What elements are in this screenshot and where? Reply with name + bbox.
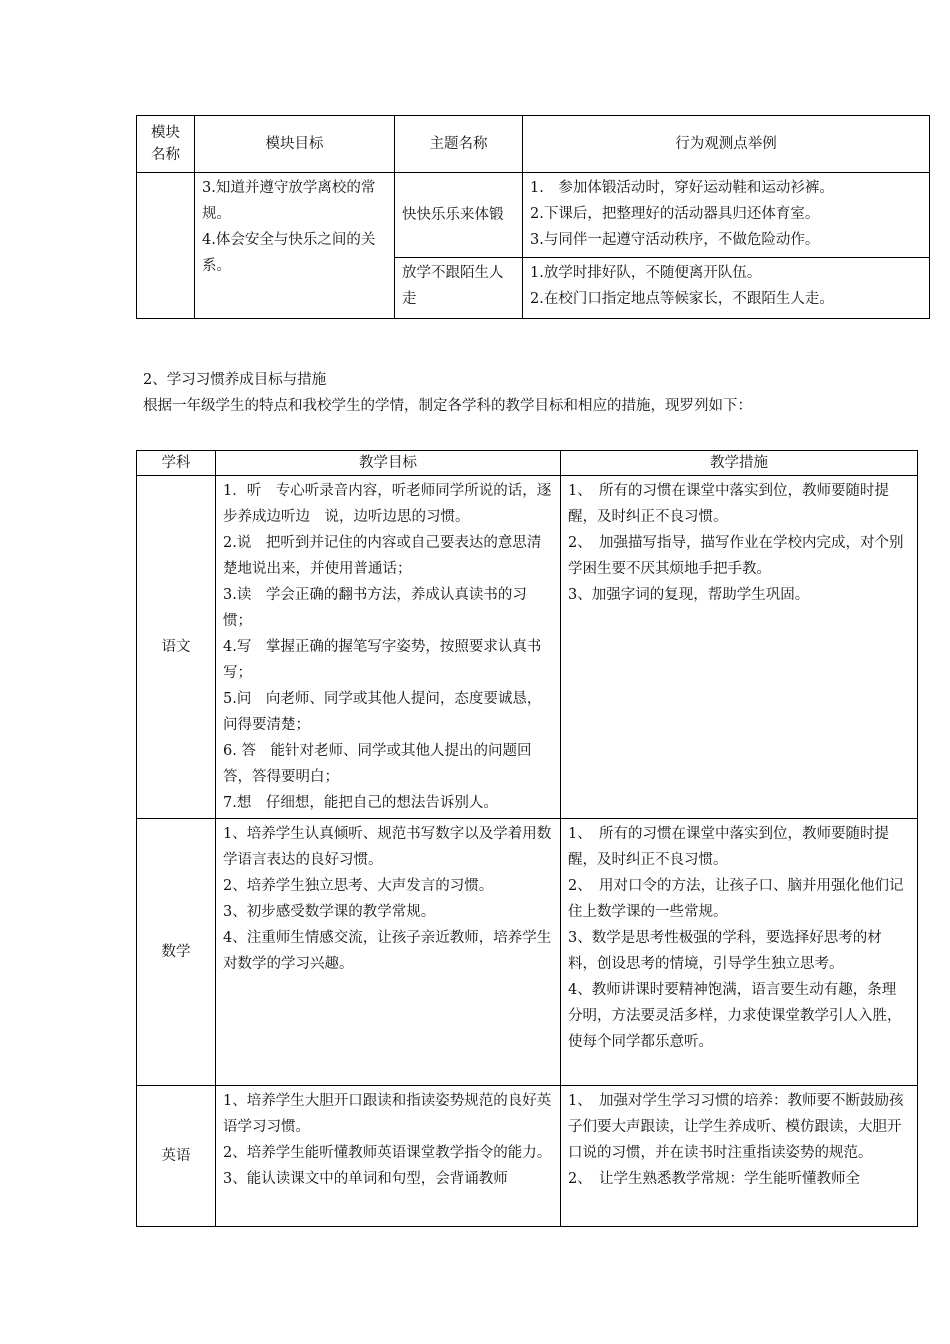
- measures-cell: [561, 1086, 918, 1227]
- table2-header-row: [137, 451, 918, 476]
- observation-point: 2.在校门口指定地点等候家长，不跟陌生人走。: [530, 291, 834, 307]
- goal-item: 2.说 把听到并记住的内容或自己要表达的意思清楚地说出来，并使用普通话；: [223, 535, 542, 577]
- table2-header-subject: 学科: [137, 451, 216, 476]
- section-intro: 根据一年级学生的特点和我校学生的学情，制定各学科的教学目标和相应的措施，现罗列如下：: [143, 398, 752, 414]
- measures-cell: [561, 819, 918, 1086]
- goal-item: 3、能认读课文中的单词和句型，会背诵教师: [223, 1171, 508, 1187]
- goal-item: 2、培养学生能听懂教师英语课堂教学指令的能力。: [223, 1145, 552, 1161]
- table1-header-observation-points: 行为观测点举例: [523, 116, 930, 173]
- goal-item: 1、培养学生大胆开口跟读和指读姿势规范的良好英语学习习惯。: [223, 1093, 552, 1135]
- goals-cell: [216, 1086, 561, 1227]
- table1-points-cell: [523, 173, 930, 258]
- table1-theme-cell: 放学不跟陌生人走: [395, 258, 523, 319]
- table1-theme-cell: 快快乐乐来体锻: [395, 173, 523, 258]
- table2-header-goals: 教学目标: [216, 451, 561, 476]
- table1-module-goals-cell: [195, 173, 395, 319]
- goal-item: 4、注重师生情感交流，让孩子亲近教师，培养学生对数学的学习兴趣。: [223, 930, 552, 972]
- measure-item: 1、 加强对学生学习习惯的培养：教师要不断鼓励孩子们要大声跟读，让学生养成听、模仿跟读，大胆开口说的习惯，并在读书时注重指读姿势的规范。: [568, 1093, 904, 1161]
- goal-item: 7.想 仔细想，能把自己的想法告诉别人。: [223, 795, 498, 811]
- module-goal: 4.体会安全与快乐之间的关系。: [202, 232, 376, 274]
- measure-item: 2、 加强描写指导，描写作业在学校内完成，对个别学困生要不厌其烦地手把手教。: [568, 535, 904, 577]
- goal-item: 1．听 专心听录音内容，听老师同学所说的话，逐步养成边听边 说，边听边思的习惯。: [223, 483, 552, 525]
- goal-item: 3、初步感受数学课的教学常规。: [223, 904, 436, 920]
- subject-cell: 语文: [137, 476, 216, 819]
- table2-row-english: [137, 1086, 918, 1227]
- goal-item: 6. 答 能针对老师、同学或其他人提出的问题回答，答得要明白；: [223, 743, 532, 785]
- goal-item: 5.问 向老师、同学或其他人提问，态度要诚恳，问得要清楚；: [223, 691, 542, 733]
- measure-item: 4、教师讲课时要精神饱满，语言要生动有趣，条理分明，方法要灵活多样，力求使课堂教学引人入胜，使每个同学都乐意听。: [568, 982, 902, 1050]
- table2-header-measures: 教学措施: [561, 451, 918, 476]
- measure-item: 3、数学是思考性极强的学科，要选择好思考的材料，创设思考的情境，引导学生独立思考。: [568, 930, 882, 972]
- subject-goals-table: [136, 450, 918, 1227]
- table1-header-theme-name: 主题名称: [395, 116, 523, 173]
- table1-header-module-goal: 模块目标: [195, 116, 395, 173]
- module-goal: 3.知道并遵守放学离校的常规。: [202, 180, 376, 222]
- observation-point: 1.放学时排好队，不随便离开队伍。: [530, 265, 762, 281]
- table1-header-module-name: 模块名称: [137, 116, 195, 173]
- table1-row: [137, 173, 930, 258]
- measures-cell: [561, 476, 918, 819]
- table2-row-chinese: [137, 476, 918, 819]
- observation-point: 2.下课后，把整理好的活动器具归还体育室。: [530, 206, 820, 222]
- goal-item: 4.写 掌握正确的握笔写字姿势，按照要求认真书写；: [223, 639, 542, 681]
- measure-item: 2、 让学生熟悉教学常规：学生能听懂教师全: [568, 1171, 860, 1187]
- goal-item: 1、培养学生认真倾听、规范书写数字以及学着用数学语言表达的良好习惯。: [223, 826, 552, 868]
- goal-item: 2、培养学生独立思考、大声发言的习惯。: [223, 878, 494, 894]
- measure-item: 1、 所有的习惯在课堂中落实到位，教师要随时提醒，及时纠正不良习惯。: [568, 826, 889, 868]
- behavior-module-table: [136, 115, 930, 319]
- measure-item: 2、 用对口令的方法，让孩子口、脑并用强化他们记住上数学课的一些常规。: [568, 878, 904, 920]
- subject-cell: 英语: [137, 1086, 216, 1227]
- goals-cell: [216, 476, 561, 819]
- section-title: 2、学习习惯养成目标与措施: [143, 372, 327, 388]
- measure-item: 3、加强字词的复现，帮助学生巩固。: [568, 587, 810, 603]
- observation-point: 3.与同伴一起遵守活动秩序，不做危险动作。: [530, 232, 820, 248]
- table1-module-name-cell: [137, 173, 195, 319]
- table1-header-row: [137, 116, 930, 173]
- subject-cell: 数学: [137, 819, 216, 1086]
- measure-item: 1、 所有的习惯在课堂中落实到位，教师要随时提醒，及时纠正不良习惯。: [568, 483, 889, 525]
- table2-row-math: [137, 819, 918, 1086]
- goals-cell: [216, 819, 561, 1086]
- goal-item: 3.读 学会正确的翻书方法，养成认真读书的习惯；: [223, 587, 527, 629]
- table1-points-cell: [523, 258, 930, 319]
- observation-point: 1. 参加体锻活动时，穿好运动鞋和运动衫裤。: [530, 180, 834, 196]
